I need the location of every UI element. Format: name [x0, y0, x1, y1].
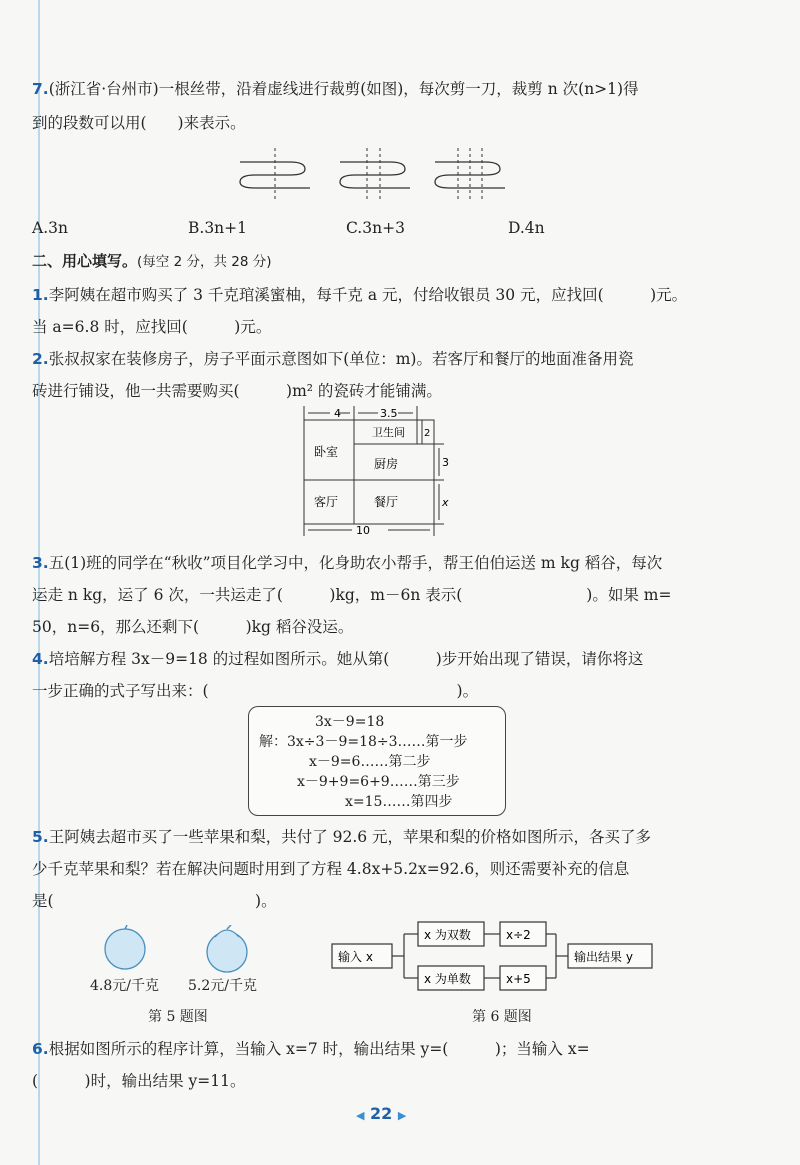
q1-line2: 当 a=6.8 时，应找回( )元。: [32, 318, 272, 336]
dim-top-left: 4: [334, 407, 341, 420]
room-bathroom: 卫生间: [372, 426, 405, 439]
apple-icon: [105, 925, 145, 969]
q7-line1: 7.(浙江省·台州市)一根丝带，沿着虚线进行裁剪(如图)，每次剪一刀，裁剪 n 次(n>1)得: [32, 80, 639, 98]
q6-line1: 6.根据如图所示的程序计算，当输入 x=7 时，输出结果 y=( )；当输入 x=: [32, 1040, 590, 1058]
q5-line2: 少千克苹果和梨？若在解决问题时用到了方程 4.8x+5.2x=92.6，则还需要补充的信息: [32, 860, 630, 878]
fig5-caption: 第 5 题图: [148, 1009, 208, 1025]
q7-option-a: A.3n: [32, 219, 68, 237]
left-triangle-icon: ◀: [356, 1109, 365, 1122]
fruit-pictures: [100, 925, 260, 975]
flow-odd-label: x 为单数: [424, 972, 471, 986]
q5-line3: 是( )。: [32, 892, 277, 910]
dim-top-right: 3.5: [380, 407, 398, 420]
q2-line1: 2.张叔叔家在装修房子，房子平面示意图如下(单位：m)。若客厅和餐厅的地面准备用瓷: [32, 350, 634, 368]
q3-line1: 3.五(1)班的同学在“秋收”项目化学习中，化身助农小帮手，帮王伯伯运送 m kg 稻谷，每次: [32, 554, 663, 572]
q7-line2: 到的段数可以用( )来表示。: [32, 114, 246, 132]
room-kitchen: 厨房: [374, 457, 399, 471]
q6-line2: ( )时，输出结果 y=11。: [32, 1072, 246, 1090]
floor-plan: [290, 402, 460, 542]
binding-line: [38, 0, 40, 1165]
flow-even-label: x 为双数: [424, 928, 471, 942]
ribbon-figures: [230, 140, 550, 210]
q4-line1: 4.培培解方程 3x－9=18 的过程如图所示。她从第( )步开始出现了错误，请你将这: [32, 650, 644, 668]
q3-line2: 运走 n kg，运了 6 次，一共运走了( )kg，m－6n 表示( )。如果 m=: [32, 586, 672, 604]
q7-option-d: D.4n: [508, 219, 545, 237]
q3-line3: 50，n=6，那么还剩下( )kg 稻谷没运。: [32, 618, 354, 636]
step-1: 解：3x÷3－9=18÷3……第一步: [259, 734, 468, 750]
step-3: x－9+9=6+9……第三步: [297, 774, 460, 790]
room-bedroom: 卧室: [314, 445, 339, 459]
q2-line2: 砖进行铺设，他一共需要购买( )m² 的瓷砖才能铺满。: [32, 382, 442, 400]
page-number: ◀ 22 ▶: [356, 1104, 407, 1123]
right-triangle-icon: ▶: [397, 1109, 407, 1122]
program-flowchart: [330, 920, 670, 1000]
q7-option-b: B.3n+1: [188, 219, 248, 237]
flow-output-label: 输出结果 y: [574, 950, 633, 964]
section-2-heading: 二、用心填写。(每空 2 分，共 28 分): [32, 252, 272, 270]
dim-bottom: 10: [356, 524, 370, 537]
equation-steps-box: [248, 706, 506, 816]
dim-right-bottom: x: [442, 496, 449, 509]
q5-line1: 5.王阿姨去超市买了一些苹果和梨，共付了 92.6 元，苹果和梨的价格如图所示，各买了多: [32, 828, 652, 846]
flow-input-label: 输入 x: [338, 950, 373, 964]
q7-option-c: C.3n+3: [346, 219, 405, 237]
step-2: x－9=6……第二步: [309, 754, 431, 770]
q4-line2: 一步正确的式子写出来：( )。: [32, 682, 479, 700]
apple-price: 4.8元/千克: [90, 978, 159, 994]
flow-even-op-label: x÷2: [506, 928, 531, 942]
fig6-caption: 第 6 题图: [472, 1009, 532, 1025]
q7-number: 7.: [32, 80, 49, 98]
pear-price: 5.2元/千克: [188, 978, 257, 994]
room-dining: 餐厅: [374, 495, 399, 509]
ribbon-2: [340, 162, 410, 188]
pear-icon: [207, 925, 247, 972]
dim-right-top: 3: [442, 456, 449, 469]
flow-odd-op-label: x+5: [506, 972, 531, 986]
room-living: 客厅: [314, 495, 339, 509]
q1-line1: 1.李阿姨在超市购买了 3 千克琯溪蜜柚，每千克 a 元，付给收银员 30 元，应找回( )元。: [32, 286, 688, 304]
step-4: x=15……第四步: [345, 794, 453, 810]
step-equation: 3x－9=18: [315, 714, 385, 730]
dim-bath-side: 2: [424, 428, 431, 439]
